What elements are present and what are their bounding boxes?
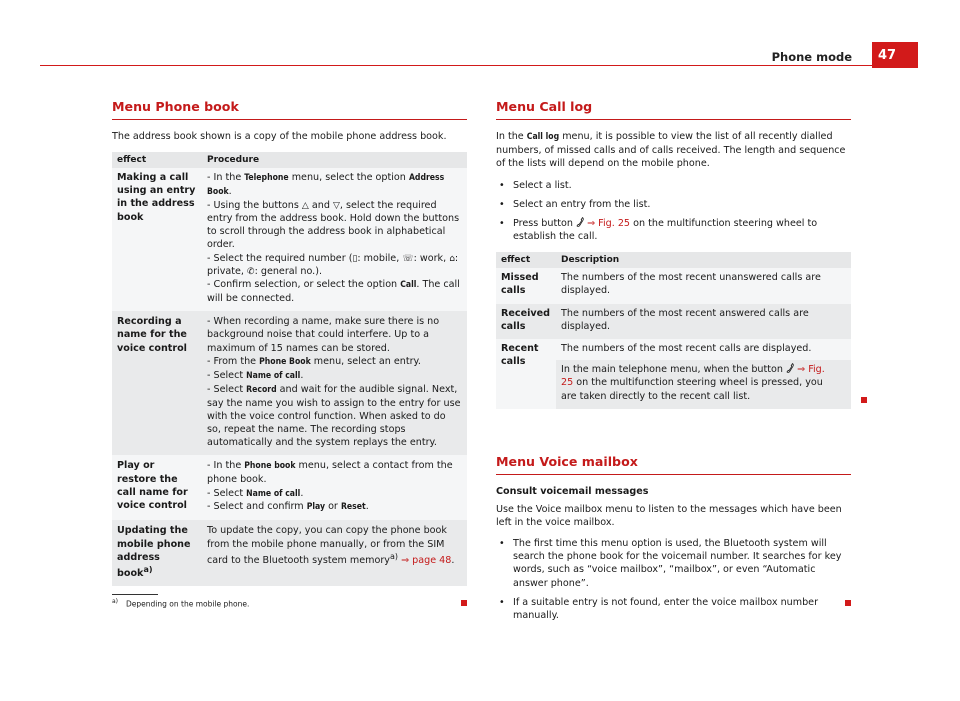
- cross-reference-link[interactable]: ⇒ Fig. 25: [561, 364, 825, 389]
- text-run: Press button: [513, 218, 576, 230]
- phone-book-table: [112, 152, 467, 587]
- phone-handset-icon: [576, 217, 584, 227]
- list-item: [496, 179, 851, 192]
- text-run: To update the copy, you can copy the phone book from the mobile phone manually, or from the SIM card to the Bluetooth system memory: [207, 525, 447, 566]
- text-run: . The call will be connected.: [207, 279, 460, 304]
- procedure-line: [207, 524, 462, 567]
- section-end-marker: [845, 600, 851, 606]
- row-procedure: [202, 520, 467, 586]
- cross-reference-link[interactable]: ⇒ page 48: [401, 554, 452, 566]
- table-header-row: [112, 152, 467, 168]
- menu-keyword: Address Book: [207, 173, 445, 197]
- text-run: The numbers of the most recent unanswered calls are displayed.: [561, 272, 821, 297]
- list-item: [496, 596, 851, 622]
- text-run: - Select the required number (: [207, 252, 353, 264]
- voicemail-subheading: Consult voicemail messages: [496, 486, 649, 498]
- row-effect: Play or restore the call name for voice control: [112, 455, 202, 520]
- inline-symbol-icon: ▽: [332, 200, 340, 211]
- text-run: or: [325, 501, 341, 513]
- menu-keyword: Phone Book: [259, 356, 311, 367]
- text-run: and: [308, 199, 333, 211]
- voicemail-notes: [496, 537, 851, 622]
- header-rule: [40, 65, 872, 66]
- row-description: [556, 339, 851, 409]
- text-run: : private,: [207, 252, 459, 277]
- text-run: The numbers of the most recent answered calls are displayed.: [561, 307, 809, 332]
- description-line: [561, 342, 846, 355]
- row-effect: Making a call using an entry in the address book: [112, 168, 202, 311]
- table-header-procedure: Procedure: [202, 152, 467, 168]
- text-run: In the main telephone menu, when the button: [561, 364, 787, 376]
- text-run: : mobile,: [357, 252, 403, 264]
- inline-symbol-icon: ▯: [352, 253, 358, 264]
- list-item: [496, 537, 851, 590]
- text-run: .: [451, 554, 455, 566]
- text-run: , select the required entry from the address book. Hold down the buttons to scroll through the address book in alphabetical order.: [207, 199, 460, 251]
- menu-keyword: Phone book: [244, 461, 296, 472]
- row-description: [556, 304, 851, 339]
- footnote-ref: a): [389, 551, 399, 561]
- text-run: .: [300, 369, 304, 381]
- description-line: [561, 307, 846, 333]
- procedure-line: [207, 199, 462, 252]
- call-log-steps: [496, 179, 851, 244]
- procedure-line: [207, 171, 462, 199]
- right-column: [496, 98, 851, 628]
- text-run: : general no.).: [254, 265, 322, 277]
- voicemail-intro: Use the Voice mailbox menu to listen to the messages which have been left in the voice mailbox.: [496, 503, 842, 528]
- text-run: - In the: [207, 172, 245, 184]
- procedure-line: [207, 500, 462, 514]
- menu-keyword: Call: [400, 280, 417, 291]
- procedure-line: [207, 252, 462, 278]
- text-run: Select a list.: [513, 179, 572, 191]
- footnote: [112, 598, 467, 610]
- table-row: [496, 268, 851, 303]
- call-log-table-body: [496, 268, 851, 409]
- procedure-line: [207, 369, 462, 383]
- text-run: - In the: [207, 460, 245, 472]
- running-header-title: Phone mode: [771, 50, 852, 64]
- menu-keyword: Call log: [526, 132, 560, 143]
- footnote-rule: [112, 594, 158, 595]
- page-number: 47: [872, 42, 918, 68]
- menu-keyword: Play: [306, 502, 326, 513]
- table-row: [496, 304, 851, 339]
- text-run: - Select and confirm: [207, 501, 307, 513]
- call-log-table: [496, 252, 851, 409]
- heading-voice-mailbox: Menu Voice mailbox: [496, 453, 851, 475]
- menu-keyword: Record: [246, 384, 277, 395]
- menu-keyword: Telephone: [244, 173, 289, 184]
- row-effect: Recent calls: [496, 339, 556, 409]
- row-procedure: [202, 455, 467, 520]
- text-run: on the multifunction steering wheel is pressed, you are taken directly to the recent call list.: [561, 377, 823, 402]
- text-run: menu, select the option: [288, 172, 409, 184]
- text-run: - Select: [207, 487, 247, 499]
- heading-phone-book: Menu Phone book: [112, 98, 467, 120]
- text-run: - Confirm selection, or select the option: [207, 279, 401, 291]
- procedure-line: [207, 315, 462, 355]
- section-end-marker: [461, 600, 467, 606]
- list-item: [496, 217, 851, 243]
- left-column: [112, 98, 467, 610]
- text-run: - When recording a name, make sure there is no background noise that could interfere. Up to a maximum of 15 names can be stored.: [207, 316, 440, 354]
- text-run: on the multifunction steering wheel to establish the call.: [513, 218, 818, 243]
- text-run: In the: [496, 131, 527, 143]
- menu-keyword: Reset: [340, 502, 366, 513]
- inline-symbol-icon: ⌂: [449, 253, 455, 264]
- text-run: - Select: [207, 369, 247, 381]
- row-procedure: [202, 168, 467, 311]
- text-run: .: [365, 501, 369, 513]
- text-run: menu, select an entry.: [310, 355, 421, 367]
- text-run: If a suitable entry is not found, enter the voice mailbox number manually.: [513, 596, 819, 622]
- menu-keyword: Name of call: [246, 488, 301, 499]
- row-effect: Updating the mobile phone address book$^{a)}$: [112, 520, 202, 586]
- row-effect: Recording a name for the voice control: [112, 311, 202, 455]
- procedure-line: [207, 278, 462, 305]
- text-run: : work,: [413, 252, 450, 264]
- description-line: [561, 271, 846, 297]
- procedure-line: [207, 383, 462, 450]
- table-row: [112, 455, 467, 520]
- text-run: .: [300, 487, 304, 499]
- footnote-text: Depending on the mobile phone.: [126, 599, 250, 609]
- call-log-intro: [496, 130, 851, 170]
- row-effect: Received calls: [496, 304, 556, 339]
- inline-symbol-icon: △: [301, 200, 309, 211]
- table-row: [112, 520, 467, 586]
- text-run: Select an entry from the list.: [513, 198, 651, 210]
- inline-symbol-icon: ✆: [247, 266, 255, 277]
- row-effect: Missed calls: [496, 268, 556, 303]
- description-line: [556, 360, 851, 409]
- text-run: The first time this menu option is used, the Bluetooth system will search the phone book for the voicemail number. It searches for key words, such as “voice mailbox”, “mailbox”, or even “Automatic answer phone”.: [513, 538, 842, 589]
- text-run: .: [228, 185, 232, 197]
- procedure-line: [207, 487, 462, 501]
- table-header-description: Description: [556, 252, 851, 268]
- procedure-line: [207, 355, 462, 369]
- text-run: and wait for the audible signal. Next, say the name you wish to assign to the entry for use with the voice control function. When asked to do so, repeat the name. The recording stops automatically and the system replays the entry.: [207, 383, 461, 449]
- table-row: [112, 311, 467, 455]
- phone-book-intro: The address book shown is a copy of the mobile phone address book.: [112, 131, 447, 143]
- row-procedure: [202, 311, 467, 455]
- phone-handset-icon: [786, 363, 794, 373]
- table-header-effect: effect: [112, 152, 202, 168]
- table-header-effect: effect: [496, 252, 556, 268]
- table-row: [112, 168, 467, 311]
- text-run: menu, it is possible to view the list of all recently dialled numbers, of missed calls and of calls received. The length and sequence of the lists will depend on the mobile phone.: [496, 131, 846, 170]
- list-item: [496, 198, 851, 211]
- row-description: [556, 268, 851, 303]
- footnote-marker: a): [112, 598, 119, 606]
- menu-keyword: Name of call: [246, 370, 301, 381]
- footnote-ref: a): [143, 564, 153, 574]
- table-header-row: [496, 252, 851, 268]
- table-row: [496, 339, 851, 409]
- text-run: - Using the buttons: [207, 199, 302, 211]
- section-end-marker: [861, 397, 867, 403]
- heading-call-log: Menu Call log: [496, 98, 851, 120]
- phone-book-table-body: [112, 168, 467, 586]
- procedure-line: [207, 459, 462, 486]
- text-run: menu, select a contact from the phone book.: [207, 460, 453, 486]
- inline-symbol-icon: ☏: [402, 253, 414, 264]
- text-run: - From the: [207, 355, 260, 367]
- cross-reference-link[interactable]: ⇒ Fig. 25: [587, 218, 631, 230]
- text-run: - Select: [207, 383, 247, 395]
- text-run: The numbers of the most recent calls are displayed.: [561, 342, 812, 354]
